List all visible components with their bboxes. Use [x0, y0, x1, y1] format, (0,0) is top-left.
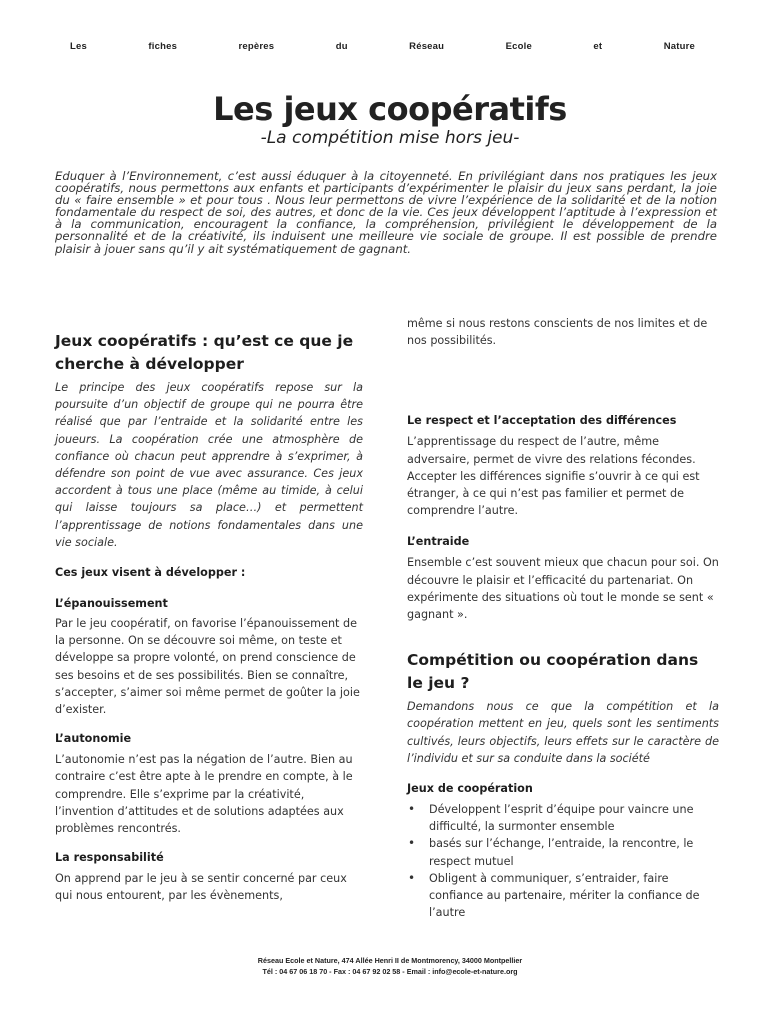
- autonomie-title: L’autonomie: [55, 732, 132, 746]
- section-heading-develop: Jeux coopératifs : qu’est ce que je cherche à développer: [55, 332, 354, 373]
- continuation-text: même si nous restons conscients de nos limites et de nos possibilités.: [407, 317, 708, 348]
- bullet-icon: •: [408, 802, 416, 817]
- header-word: Réseau: [409, 41, 445, 52]
- coop-list: [407, 801, 719, 921]
- autonomie-text: L’autonomie n’est pas la négation de l’autre. Bien au contraire c’est être apte à le prendre en compte, à le comprendre. Elle s’exprime par la créativité, l’invention d’attitudes et de solutions adaptées aux problèmes rencontrés.: [55, 753, 353, 836]
- bullet-icon: •: [408, 870, 416, 885]
- series-header: [70, 41, 695, 52]
- bullet-icon: •: [408, 836, 416, 851]
- footer-address: Réseau Ecole et Nature, 474 Allée Henri II de Montmorency, 34000 Montpellier: [257, 956, 523, 965]
- list-item: • Obligent à communiquer, s’entraider, faire confiance au partenaire, mériter la confiance de l’autre: [408, 870, 700, 920]
- responsabilite-text: On apprend par le jeu à se sentir concerné par ceux qui nous entourent, par les évènements,: [55, 872, 347, 903]
- left-column: [55, 330, 363, 905]
- responsabilite-title: La responsabilité: [55, 851, 164, 865]
- right-column: [407, 315, 719, 921]
- list-item: • basés sur l’échange, l’entraide, la rencontre, le respect mutuel: [408, 836, 694, 868]
- header-word: Les: [70, 41, 87, 52]
- competition-paragraph: Demandons nous ce que la compétition et la coopération mettent en jeu, quels sont les sentiments cultivés, leurs objectifs, leurs effets sur le caractère de l’individu et sur sa conduite dans la société: [407, 700, 719, 765]
- epanouissement-title: L’épanouissement: [55, 597, 168, 611]
- principle-paragraph: Le principe des jeux coopératifs repose sur la poursuite d’un objectif de groupe qui ne pourra être réalisé que par l’entraide et la solidarité entre les joueurs. La coopération crée une atmosphère de confiance où chacun peut apprendre à s’exprimer, à défendre son point de vue avec assurance. Ces jeux accordent à tous une place (même au timide, à celui qui laisse toujours sa place…) et permettent l’apprentissage de notions fondamentales dans une vie sociale.: [55, 381, 363, 549]
- page-footer: [0, 955, 768, 977]
- header-word: Ecole: [505, 41, 532, 52]
- header-word: Nature: [663, 41, 695, 52]
- entraide-title: L’entraide: [407, 535, 470, 549]
- header-word: et: [593, 41, 603, 52]
- entraide-text: Ensemble c’est souvent mieux que chacun pour soi. On découvre le plaisir et l’efficacité du partenariat. On expérimente des situations où tout le monde se sent « gagnant ».: [407, 556, 719, 622]
- section-heading-competition: Compétition ou coopération dans le jeu ?: [407, 651, 699, 693]
- intro-paragraph: Eduquer à l’Environnement, c’est aussi éduquer à la citoyenneté. En privilégiant dans nos pratiques les jeux coopératifs, nous permettons aux enfants et participants d’expérimenter le plaisir du jeux sans perdant, la joie du « faire ensemble » et pour tous . Nous leur permettons de vivre l’expérience de la solidarité et de la notion fondamentale du respect de soi, des autres, et donc de la vie. Ces jeux développent l’aptitude à l’expression et à la communication, encouragent la confiance, la compréhension, privilégient le développement de la personnalité et de la créativité, ils induisent une meilleure vie sociale de groupe. Il est possible de prendre plaisir à jouer sans qu’il y ait systématiquement de gagnant.: [55, 169, 717, 256]
- list-item: • Développent l’esprit d’équipe pour vaincre une difficulté, la surmonter ensemble: [408, 802, 694, 834]
- header-word: repères: [238, 41, 275, 52]
- page-subtitle: -La compétition mise hors jeu-: [260, 128, 520, 148]
- aims-heading: Ces jeux visent à développer :: [55, 566, 246, 580]
- respect-text: L’apprentissage du respect de l’autre, même adversaire, permet de vivre des relations fécondes. Accepter les différences signifie s’ouvrir à ce qui est étranger, à ce qui n’est pas familier et permet de comprendre l’autre.: [407, 435, 700, 518]
- page-title: Les jeux coopératifs: [213, 90, 567, 128]
- epanouissement-text: Par le jeu coopératif, on favorise l’épanouissement de la personne. On se découvre soi même, on teste et développe sa propre volonté, on prend conscience de ses besoins et de ses possibilités. Bien se connaître, s’accepter, s’aimer soi même permet de goûter la joie d’exister.: [55, 617, 360, 717]
- header-word: fiches: [148, 41, 178, 52]
- header-word: du: [335, 41, 348, 52]
- respect-title: Le respect et l’acceptation des différences: [407, 414, 677, 428]
- coop-games-title: Jeux de coopération: [407, 782, 533, 796]
- footer-contact: Tél : 04 67 06 18 70 - Fax : 04 67 92 02 58 - Email : info@ecole-et-nature.org: [262, 967, 518, 976]
